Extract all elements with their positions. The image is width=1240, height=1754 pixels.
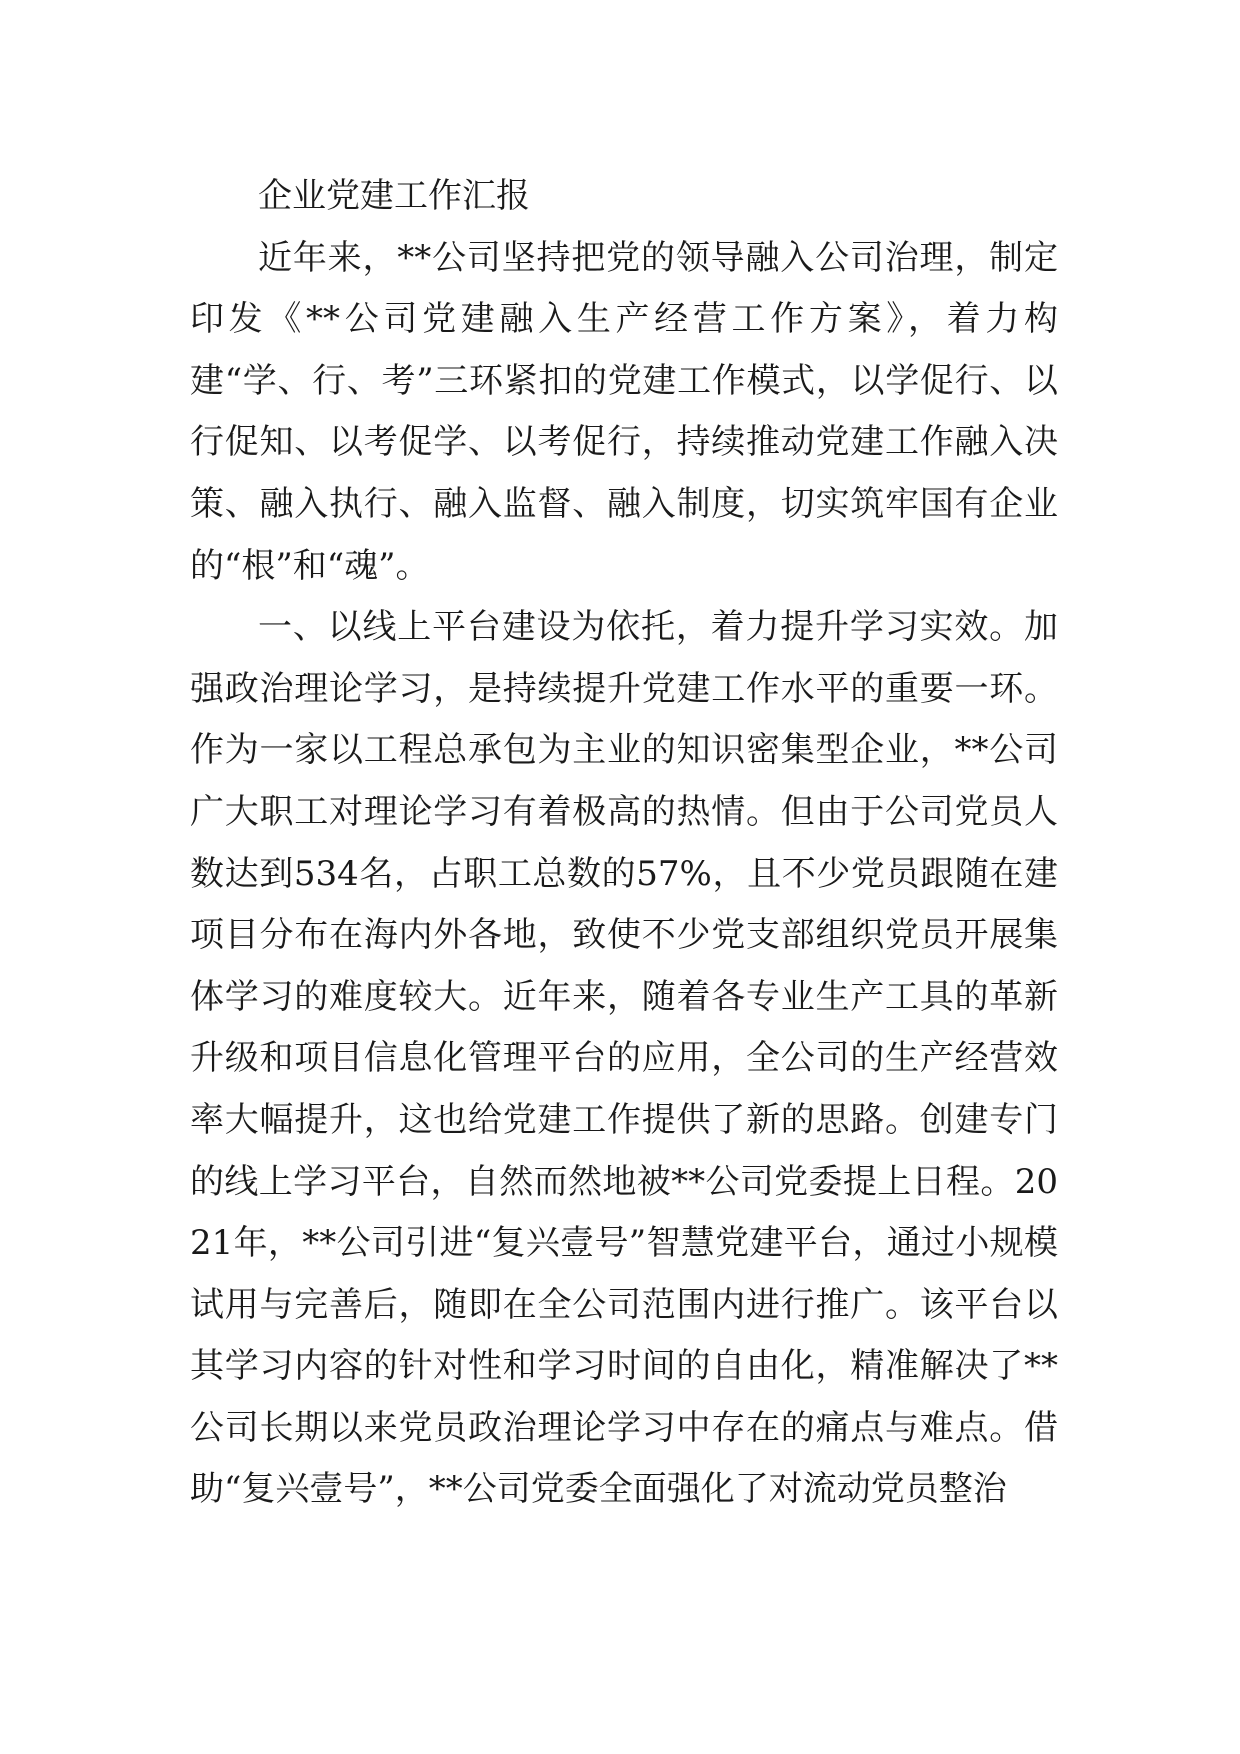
document-title: 企业党建工作汇报 bbox=[258, 176, 530, 216]
paragraph-intro: 近年来，**公司坚持把党的领导融入公司治理，制定印发《**公司党建融入生产经营工作方案》，着力构建“学、行、考”三环紧扣的党建工作模式，以学促行、以行促知、以考促学、以考促行，持续推动党建工作融入决策、融入执行、融入监督、融入制度，切实筑牢国有企业的“根”和“魂”。 bbox=[190, 237, 1058, 586]
paragraph-section-1: 一、以线上平台建设为依托，着力提升学习实效。加强政治理论学习，是持续提升党建工作水平的重要一环。作为一家以工程总承包为主业的知识密集型企业，**公司广大职工对理论学习有着极高的热情。但由于公司党员人数达到534名，占职工总数的57%，且不少党员跟随在建项目分布在海内外各地，致使不少党支部组织党员开展集体学习的难度较大。近年来，随着各专业生产工具的革新升级和项目信息化管理平台的应用，全公司的生产经营效率大幅提升，这也给党建工作提供了新的思路。创建专门的线上学习平台，自然而然地被**公司党委提上日程。2021年，**公司引进“复兴壹号”智慧党建平台，通过小规模试用与完善后，随即在全公司范围内进行推广。该平台以其学习内容的针对性和学习时间的自由化，精准解决了**公司长期以来党员政治理论学习中存在的痛点与难点。借助“复兴壹号”，**公司党委全面强化了对流动党员整治 bbox=[190, 607, 1058, 1510]
document-body bbox=[190, 166, 1058, 1521]
